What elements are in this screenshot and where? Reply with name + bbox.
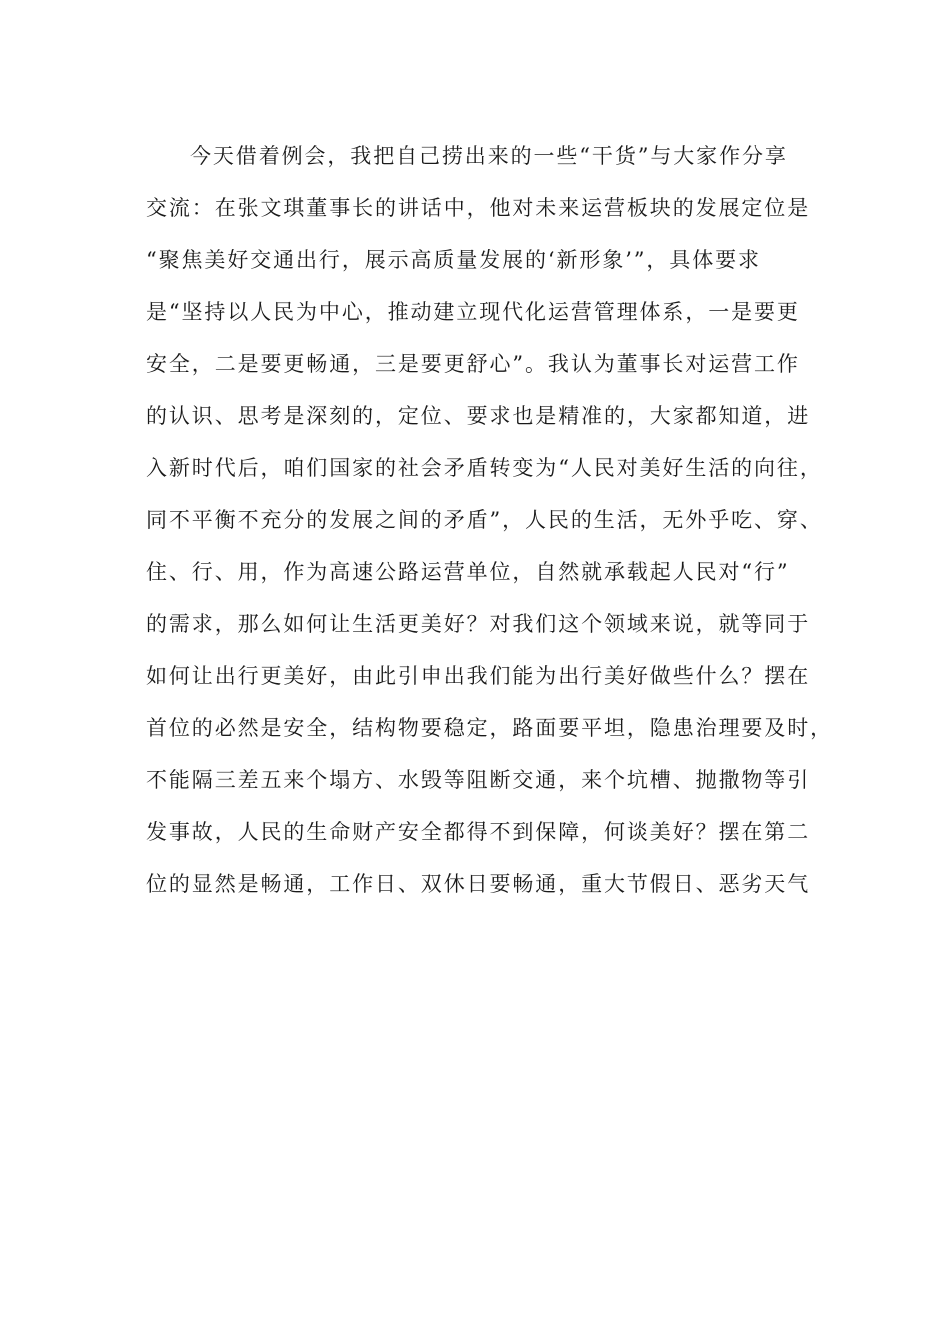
body-paragraph [146,130,833,910]
text-line: 的需求，那么如何让生活更美好？对我们这个领域来说，就等同于 [146,612,811,636]
text-line: 的认识、思考是深刻的，定位、要求也是精准的，大家都知道，进 [146,404,811,428]
text-line: 同不平衡不充分的发展之间的矛盾”，人民的生活，无外乎吃、穿、 [146,508,823,532]
text-line: 发事故，人民的生命财产安全都得不到保障，何谈美好？摆在第二 [146,820,811,844]
text-line: 今天借着例会，我把自己捞出来的一些“干货”与大家作分享 [190,144,788,168]
text-line: 住、行、用，作为高速公路运营单位，自然就承载起人民对“行” [146,560,790,584]
text-line: 安全，二是要更畅通，三是要更舒心”。我认为董事长对运营工作 [146,352,800,376]
text-line: 不能隔三差五来个塌方、水毁等阻断交通，来个坑槽、抛撒物等引 [146,768,811,792]
text-line: 交流：在张文琪董事长的讲话中，他对未来运营板块的发展定位是 [146,196,811,220]
text-line: 是“坚持以人民为中心，推动建立现代化运营管理体系，一是要更 [146,300,800,324]
text-line: 首位的必然是安全，结构物要稳定，路面要平坦，隐患治理要及时， [146,716,833,740]
text-line: “聚焦美好交通出行，展示高质量发展的‘新形象’”，具体要求 [146,248,761,272]
text-line: 入新时代后，咱们国家的社会矛盾转变为“人民对美好生活的向往， [146,456,823,480]
text-line: 位的显然是畅通，工作日、双休日要畅通，重大节假日、恶劣天气 [146,872,811,896]
text-line: 如何让出行更美好，由此引申出我们能为出行美好做些什么？摆在 [146,664,811,688]
